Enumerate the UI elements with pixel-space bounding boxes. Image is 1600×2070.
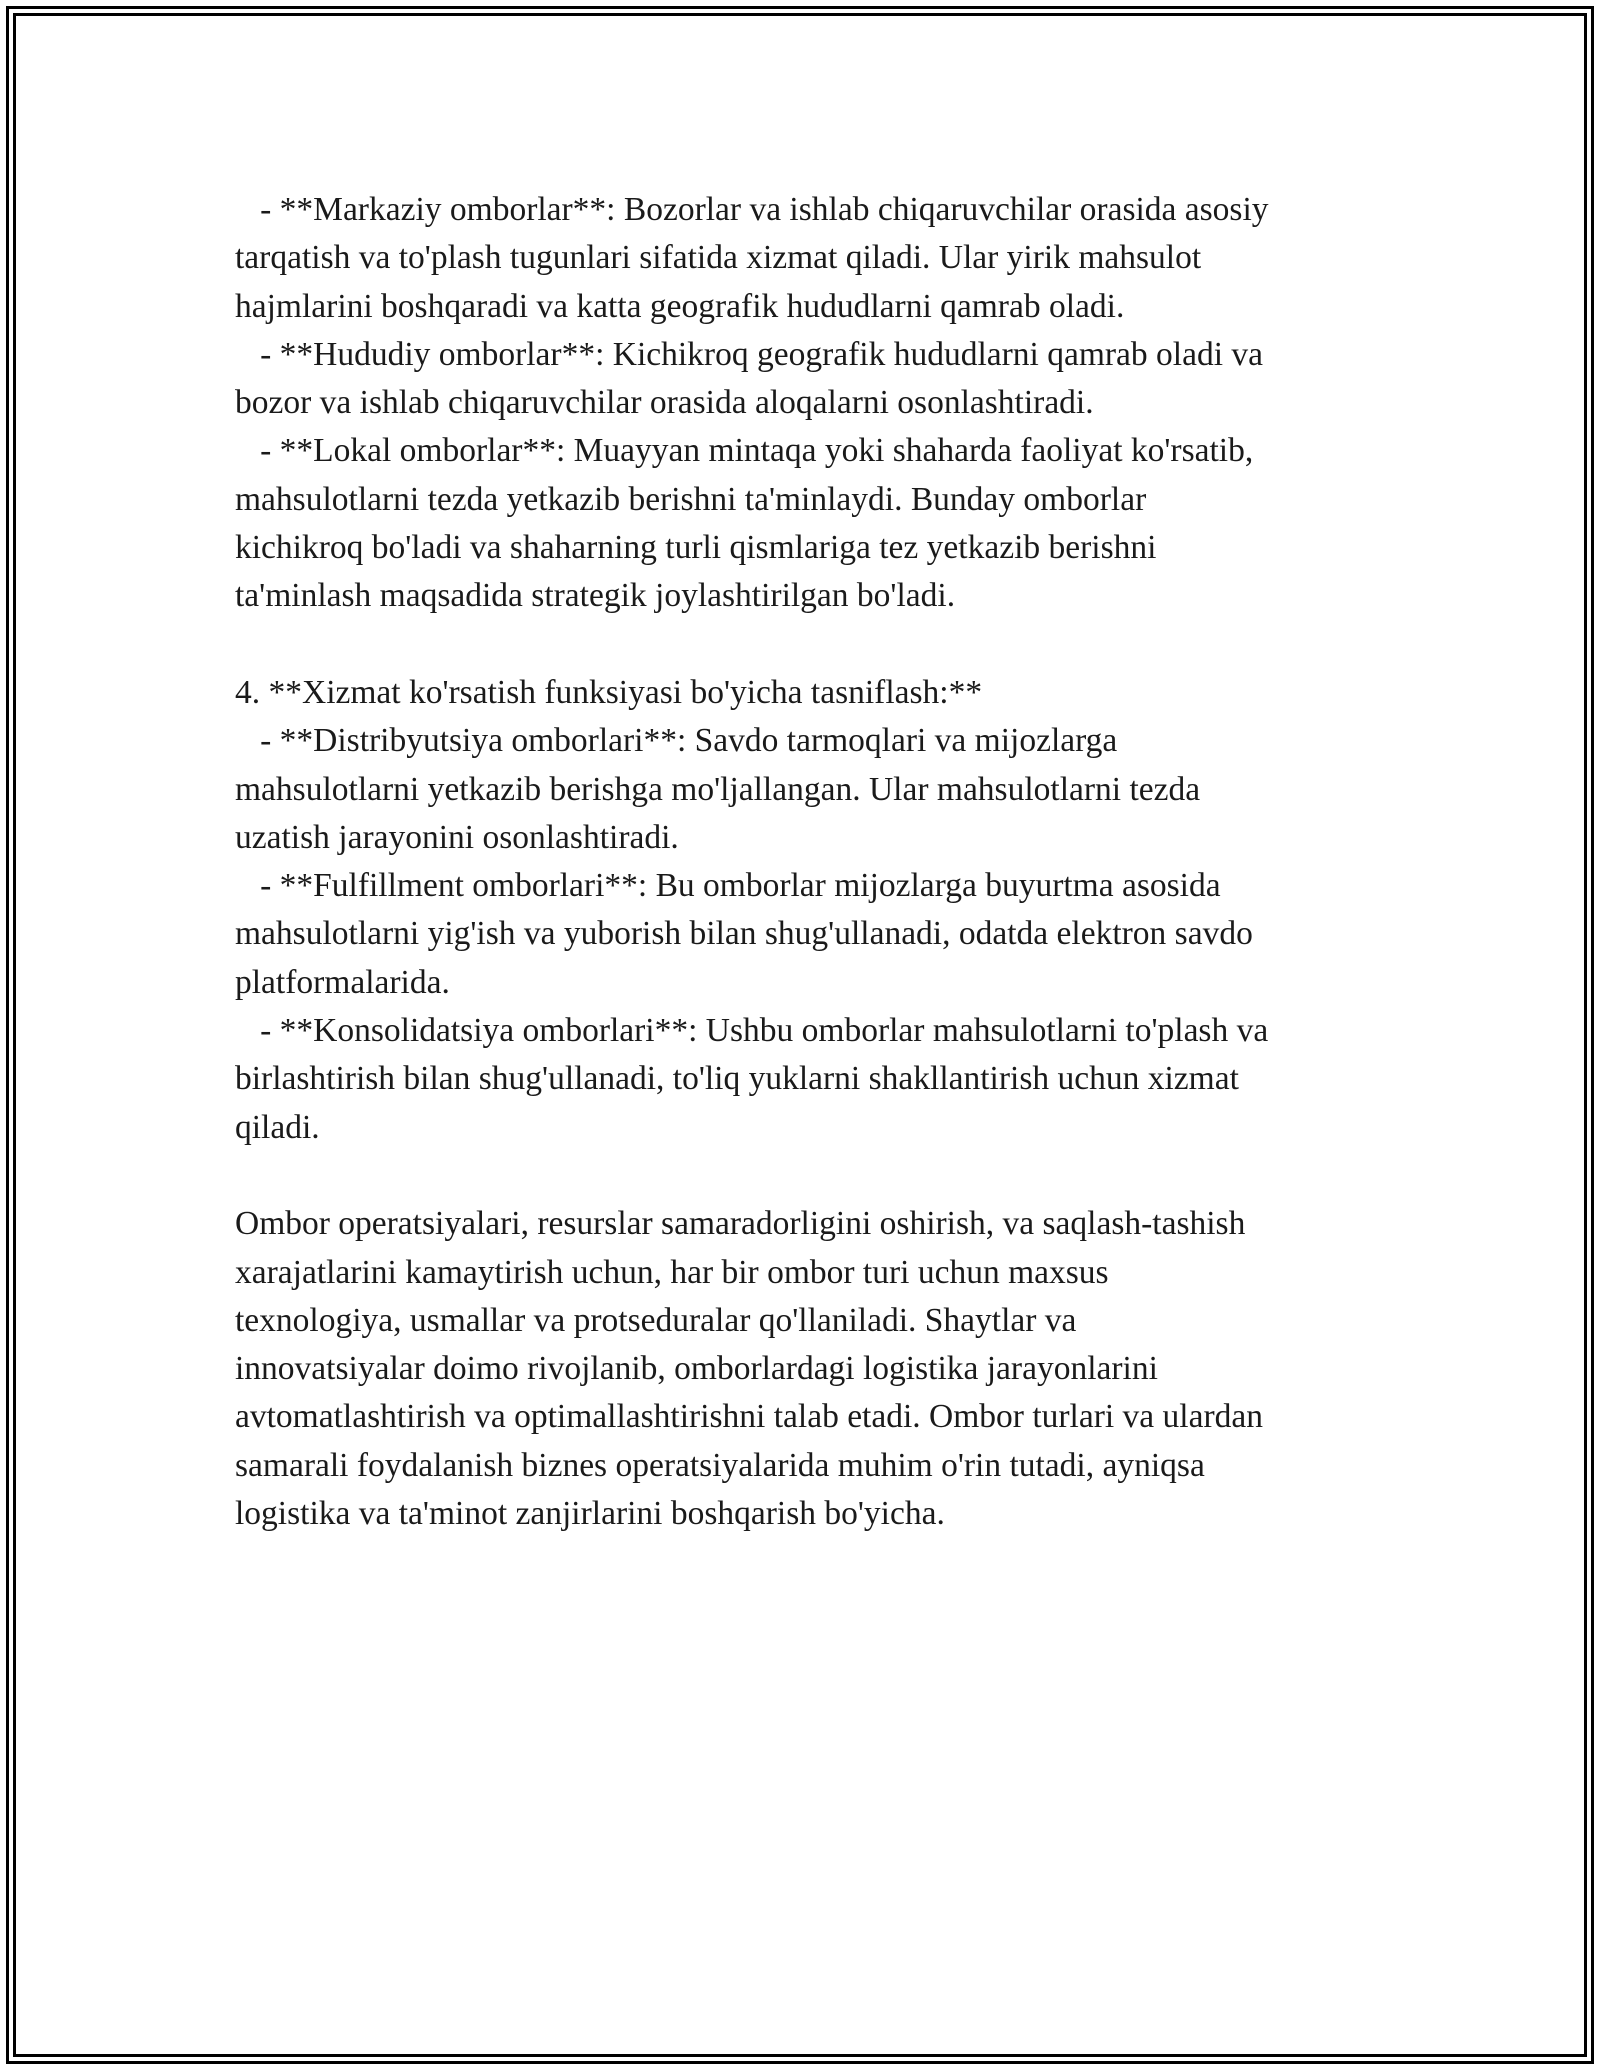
text-line: - **Lokal omborlar**: Muayyan mintaqa yoki shaharda faoliyat ko'rsatib, [235, 432, 1254, 470]
text-line: tarqatish va to'plash tugunlari sifatida xizmat qiladi. Ular yirik mahsulot [235, 239, 1202, 277]
text-line: - **Markaziy omborlar**: Bozorlar va ishlab chiqaruvchilar orasida asosiy [235, 191, 1269, 228]
text-line: avtomatlashtirish va optimallashtirishni talab etadi. Ombor turlari va ulardan [235, 1398, 1263, 1436]
paragraph-gap [235, 1152, 1375, 1200]
text-line: logistika va ta'minot zanjirlarini boshqarish bo'yicha. [235, 1495, 945, 1533]
text-line: mahsulotlarni yetkazib berishga mo'ljallangan. Ular mahsulotlarni tezda [235, 770, 1201, 808]
text-line: platformalarida. [235, 963, 450, 1001]
text-line: kichikroq bo'ladi va shaharning turli qismlariga tez yetkazib berishni [235, 529, 1157, 567]
text-line: ta'minlash maqsadida strategik joylashtirilgan bo'ladi. [235, 577, 956, 615]
text-line: - **Distribyutsiya omborlari**: Savdo tarmoqlari va mijozlarga [235, 722, 1118, 760]
text-line: Ombor operatsiyalari, resurslar samaradorligini oshirish, va saqlash-tashish [235, 1205, 1246, 1243]
service-function-classification-block [235, 669, 1375, 1152]
conclusion-paragraph [235, 1200, 1375, 1538]
text-line: xarajatlarini kamaytirish uchun, har bir ombor turi uchun maxsus [235, 1253, 1109, 1291]
text-line: - **Hududiy omborlar**: Kichikroq geografik hududlarni qamrab oladi va [235, 335, 1264, 373]
text-line: - **Konsolidatsiya omborlari**: Ushbu omborlar mahsulotlarni to'plash va [235, 1012, 1269, 1050]
paragraph-gap [235, 621, 1375, 669]
text-line: bozor va ishlab chiqaruvchilar orasida aloqalarni osonlashtiradi. [235, 384, 1094, 422]
text-line: qiladi. [235, 1108, 320, 1146]
text-line: mahsulotlarni tezda yetkazib berishni ta'minlaydi. Bunday omborlar [235, 480, 1147, 518]
text-line: hajmlarini boshqaradi va katta geografik hududlarni qamrab oladi. [235, 287, 1125, 325]
text-line: - **Fulfillment omborlari**: Bu omborlar mijozlarga buyurtma asosida [235, 867, 1221, 905]
document-body [235, 186, 1375, 1538]
text-line: uzatish jarayonini osonlashtiradi. [235, 818, 679, 856]
text-line: innovatsiyalar doimo rivojlanib, omborlardagi logistika jarayonlarini [235, 1350, 1158, 1388]
text-line: texnologiya, usmallar va protseduralar qo'llaniladi. Shaytlar va [235, 1301, 1077, 1339]
text-line: samarali foydalanish biznes operatsiyalarida muhim o'rin tutadi, ayniqsa [235, 1446, 1205, 1484]
text-line: mahsulotlarni yig'ish va yuborish bilan shug'ullanadi, odatda elektron savdo [235, 915, 1253, 953]
warehouse-types-by-scale-block [235, 186, 1375, 621]
text-line: birlashtirish bilan shug'ullanadi, to'liq yuklarni shakllantirish uchun xizmat [235, 1060, 1239, 1098]
section-heading: 4. **Xizmat ko'rsatish funksiyasi bo'yicha tasniflash:** [235, 673, 983, 711]
